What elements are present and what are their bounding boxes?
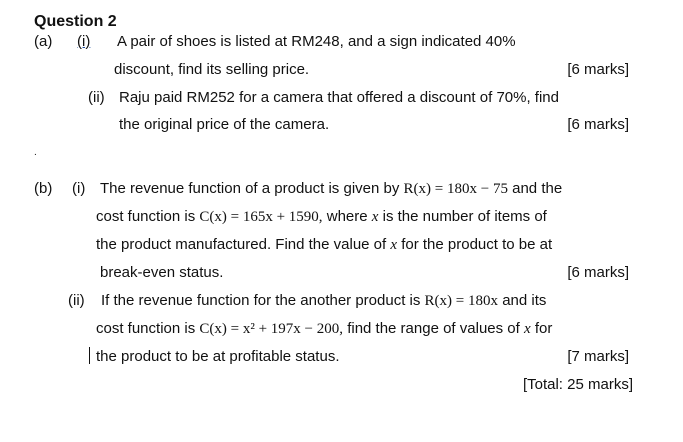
part-a-i-line1: A pair of shoes is listed at RM248, and a sign indicated 40% bbox=[117, 33, 516, 50]
part-b-ii-line2-mid: find the range of values of bbox=[347, 320, 520, 337]
part-b-label: (b) bbox=[34, 180, 53, 197]
question-title: Question 2 bbox=[34, 13, 117, 30]
part-b-i-line3 bbox=[96, 236, 552, 254]
part-a-ii-line1: Raju paid RM252 for a camera that offered a discount of 70%, find bbox=[119, 89, 559, 106]
part-a-ii-marks: [6 marks] bbox=[567, 116, 629, 133]
part-b-ii-line3: the product to be at profitable status. bbox=[96, 348, 340, 365]
cost-function-c: C(x) = x² + 197x − 200, bbox=[199, 321, 344, 337]
part-b-i-line2-where: where bbox=[326, 208, 368, 225]
part-b-ii-label: (ii) bbox=[68, 292, 85, 309]
part-b-ii-line1-end: and its bbox=[502, 292, 547, 309]
part-a-label: (a) bbox=[34, 33, 53, 50]
part-b-i-line1-end: and the bbox=[512, 180, 563, 197]
part-b-ii-line2-end: for bbox=[534, 320, 553, 337]
part-b-ii-line1 bbox=[101, 292, 546, 310]
stray-dot: . bbox=[34, 147, 37, 158]
part-a-i-label: (i) bbox=[77, 33, 91, 50]
part-b-i-line1-text: The revenue function of a product is given by bbox=[100, 180, 400, 197]
part-b-i-line3-text: the product manufactured. Find the value of bbox=[96, 236, 387, 253]
revenue-function-r: R(x) = 180x − 75 bbox=[403, 181, 508, 197]
part-b-ii-marks: [7 marks] bbox=[567, 348, 629, 365]
part-b-ii-line2-text: cost function is bbox=[96, 320, 196, 337]
part-b-ii-line1-text: If the revenue function for the another product is bbox=[101, 292, 421, 309]
part-b-i-line1 bbox=[100, 180, 562, 198]
variable-x: x bbox=[390, 237, 398, 253]
revenue-function-r: R(x) = 180x bbox=[424, 293, 499, 309]
part-a-ii-label: (ii) bbox=[88, 89, 105, 106]
part-b-i-label: (i) bbox=[72, 180, 86, 197]
part-b-i-line4: break-even status. bbox=[100, 264, 224, 281]
part-a-i-line2: discount, find its selling price. bbox=[114, 61, 310, 78]
cost-function-c: C(x) = 165x + 1590, bbox=[199, 209, 323, 225]
part-b-i-line2-text: cost function is bbox=[96, 208, 196, 225]
part-b-i-marks: [6 marks] bbox=[567, 264, 629, 281]
part-b-i-line2 bbox=[96, 208, 547, 226]
part-a-i-marks: [6 marks] bbox=[567, 61, 629, 78]
variable-x: x bbox=[523, 321, 531, 337]
variable-x: x bbox=[371, 209, 379, 225]
part-a-ii-line2: the original price of the camera. bbox=[119, 116, 330, 133]
text-cursor bbox=[89, 347, 90, 364]
part-b-i-line2-end: is the number of items of bbox=[382, 208, 547, 225]
part-b-ii-line2 bbox=[96, 320, 552, 338]
part-b-i-line3-end: for the product to be at bbox=[401, 236, 553, 253]
total-marks: [Total: 25 marks] bbox=[522, 376, 633, 393]
